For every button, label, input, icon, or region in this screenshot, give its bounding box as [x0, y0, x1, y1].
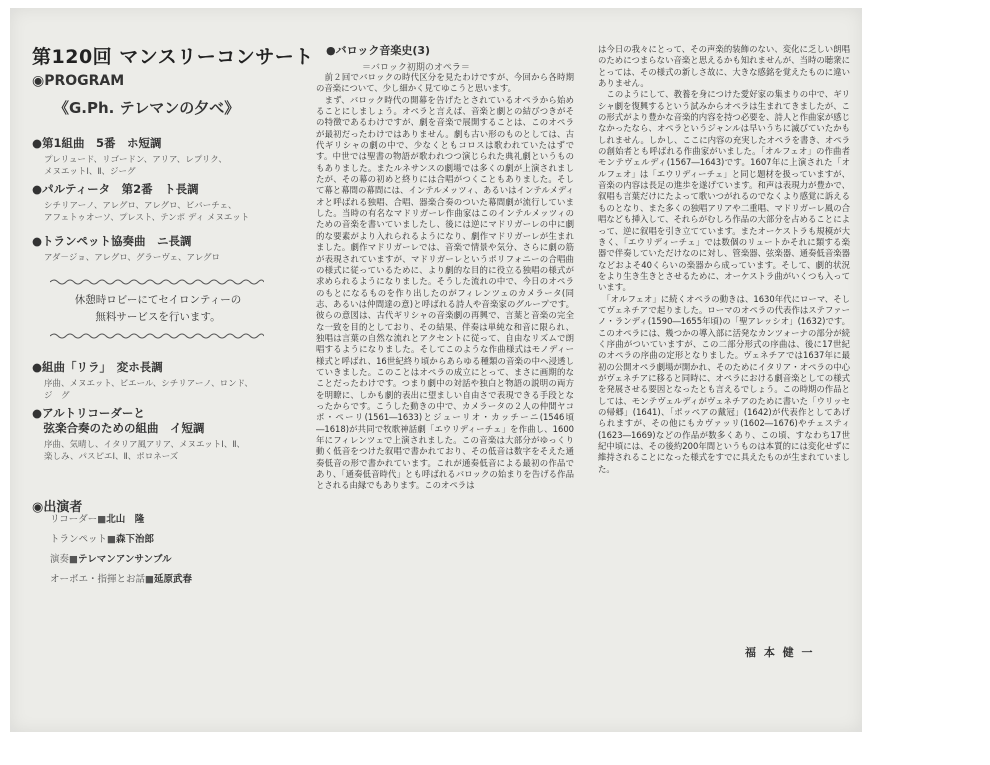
performer-name: テレマンアンサンブル [77, 554, 172, 565]
performer-row [50, 570, 290, 590]
performer-role: リコーダー■ [50, 514, 107, 525]
essay-subheading: ＝バロック初期のオペラ＝ [362, 63, 470, 73]
performer-name: 森下治郎 [115, 534, 154, 545]
essay-heading: ●バロック音楽史(3) [326, 44, 431, 57]
piece-1 [32, 136, 290, 178]
piece-movements: 序曲、メヌエット、ビエール、シチリアーノ、ロンド、 ジ グ [44, 379, 253, 401]
essay-column-1: 前２回でバロックの時代区分を見たわけですが、今回から各時期の音楽について、少し細かく見てゆこうと思います。 まず、バロック時代の開幕を告げたとされているオペラから始めることにしましょう。オペラと言えば、音楽と劇との結びつきがその特徴であるわけですが、劇を音楽で展開することは、このオペラが最初だったわけではありません。劇も古い形のものとしては、古代ギリシャの劇の中で、少なくともコロスは歌われていたはずです。中世では聖書の物語が歌われつつ演じられた典礼劇というものもありました。またルネサンスの劇場では多くの劇が上演されましたが、その幕の初めと終りには合唱がつくこともありました。そして幕と幕間の幕間には、インテルメッツィ、あるいはインテルメディオと呼ばれる独唱、合唱、器楽合奏のついた幕間劇が流行していました。当時の有名なマドリガーレ作曲家はこのインテルメッツィのための音楽を書いていましたし、後には逆にマドリガーレの中に劇的な要素がより入れられるようになり、劇作マドリガーレが生まれました。劇作マドリガーレでは、音楽で情景や気分、さらに劇の筋が表現されていますが、マドリガーレというポリフォニーの合唱曲の様式に従っているために、より劇的な目的に役立る独唱の様式が求められるようになりました。そうした流れの中で、今日のオペラのもとになるものを作り出したのがフィレンツェのカメラータ(同志、あるいは仲間達の意)と呼ばれる詩人や音楽家のグループです。彼らの意図は、古代ギリシャの音楽劇の再興で、言葉と音楽の完全な一致を目的としており、その結果、伴奏は単純な和音に限られ、独唱は言葉の自然な流れとアクセントに従って、自由なリズムで朗唱するようになりました。そしてこのような作曲様式はモノディー様式と呼ばれ、16世紀終り頃からあらゆる種類の音楽の中へ浸透していきました。このことはオペラの成立にとって、まさに画期的なことだったわけです。つまり劇中の対話や独白と物語の説明の両方を明瞭に、しかも劇的表出に望ましい自由さで表現できる手段となったからです。こうした動きの中で、カメラータの２人の仲間ヤコポ・ペーリ(1561―1633)とジューリオ・カッチーニ(1546頃―1618)が共同で牧歌神話劇「エウリディーチェ」を作曲し、1600年にフィレンツェで上演されました。この音楽は大部分がゆっくり動く低音をつけた叙唱で書かれており、その低音は数字をそえた通奏低音の形で書かれています。これが通奏低音による最初の作品であり、「通奏低音時代」とも呼ばれるバロックの始まりを告げる作品とされる由縁でもあります。このオペラは [316, 72, 574, 491]
piece-movements: プレリュード、リゴードン、アリア、レプリク、 メヌエットⅠ、Ⅱ、ジーグ [44, 155, 227, 177]
program-leaflet [10, 8, 862, 732]
performer-role: 演奏■ [50, 554, 78, 565]
performer-role: トランペット■ [50, 534, 116, 545]
piece-title: ●第1組曲 5番 ホ短調 [32, 136, 162, 150]
concert-title: 第120回 マンスリーコンサート [32, 46, 314, 68]
piece-title: ●組曲「リラ」 変ホ長調 [32, 360, 163, 374]
piece-movements: シチリアーノ、アレグロ、アレグロ、ビバーチェ、 アフェトゥオーソ、プレスト、テンポ ディ メヌエット [44, 201, 250, 223]
performer-role: オーボエ・指揮とお話■ [50, 574, 154, 585]
performer-name: 延原武春 [153, 574, 192, 585]
notice [56, 292, 260, 326]
essay-author: 福 本 健 一 [745, 646, 815, 659]
program-column [32, 42, 314, 585]
piece-movements: 序曲、気晴し、イタリア風アリア、メヌエットⅠ、Ⅱ、 楽しみ、パスピエⅠ、Ⅱ、ポロネーズ [44, 440, 246, 462]
wavy-divider-top [50, 278, 264, 286]
piece-4 [32, 360, 290, 402]
performer-row [50, 550, 290, 570]
performers-list [50, 510, 290, 590]
piece-movements: アダ－ジョ、アレグロ、グラーヴェ、アレグロ [44, 253, 221, 263]
piece-5 [32, 406, 290, 463]
performer-name: 北山 隆 [106, 514, 145, 525]
program-heading: ◉PROGRAM [32, 73, 125, 89]
piece-title: ●アルトリコーダーと 弦楽合奏のための組曲 イ短調 [32, 406, 205, 435]
performer-row [50, 530, 290, 550]
essay-column-2: は今日の我々にとって、その声楽的装飾のない、変化に乏しい朗唱のためにつまらない音楽と思えるかも知れませんが、当時の聴衆にとっては、その様式の新しさ故に、大きな感銘を覚えたものに違いありません。 このようにして、教養を身につけた愛好家の集まりの中で、ギリシャ劇を復興するという試みからオペラは生まれてきましたが、この形式がより豊かな音楽的内容を持つ必要を、詩人と作曲家が感じなかったなら、オペラというジャンルは早いうちに滅びていたかもしれません。しかし、ここに内容の充実したオペラを書き、オペラの創始者とも呼ばれる作曲家がいました。「オルフェオ」の作曲者モンテヴェルディ(1567―1643)です。1607年に上演された「オルフェオ」は「エウリディーチェ」と同じ題材を扱っていますが、音楽の内容は長足の進歩を遂げています。和声は表現力が豊かで、叙唱も言葉だけにたよって歌いつがれるのでなくより感覚に訴えるものとなり、また多くの独唱アリアや二重唱、マドリガーレ風の合唱なども挿入して、それらがむしろ作品の大部分を占めることによって、逆に叙唱を引き立てています。またオーケストラも規模が大きく、「エウリディーチェ」では数個のリュートかそれに類する楽器で伴奏していただけなのに対し、管楽器、弦楽器、通奏低音楽器などおよそ40くらいの楽器から成っています。そして、劇的状況をより生き生きとさせるために、オーケストラ曲がいくつも入っています。 「オルフェオ」に続くオペラの動きは、1630年代にローマ、そしてヴェネチアで起りました。ローマのオペラの代表作はステファーノ・ランディ(1590―1655年頃)の「聖アレッシオ」(1632)です。このオペラには、幾つかの導入部に活発なカンツォーナの部分が続く序曲がついていますが、この二部分形式の序曲は、後に17世紀のオペラの序曲の定形となりました。ヴェネチアでは1637年に最初の公開オペラ劇場が開かれ、そのためにイタリア・オペラの中心がヴェネチアに移ると同時に、オペラにおける劇音楽としての様式を発展させる要因となったとも言えるでしょう。この時期の作品としては、モンテヴェルディがヴェネチアのために書いた「ウリッセの帰郷」(1641)、「ポッペアの戴冠」(1642)が代表作としてあげられますが、その他にもカヴァッリ(1602―1676)やチェスティ(1623―1669)などの作品が数多くあり、この頃、すなわち17世紀中頃には、その後約200年間というものは本質的には変化せずに維持されることになった様式をすでに具えたものが生まれていました。 [598, 44, 850, 474]
notice-line-2: 無料サービスを行います。 [95, 311, 221, 323]
performers-heading: ◉出演者 [32, 500, 83, 515]
program-subtitle: 《G.Ph. テレマンの夕べ》 [54, 99, 240, 117]
piece-title: ●トランペット協奏曲 ニ長調 [32, 234, 192, 248]
notice-line-1: 休憩時ロビーにてセイロンティーの [74, 294, 242, 306]
piece-3 [32, 234, 290, 264]
piece-2 [32, 182, 290, 224]
wavy-divider-bottom [50, 332, 264, 340]
piece-title: ●パルティータ 第2番 ト長調 [32, 182, 199, 196]
performer-row [50, 510, 290, 530]
